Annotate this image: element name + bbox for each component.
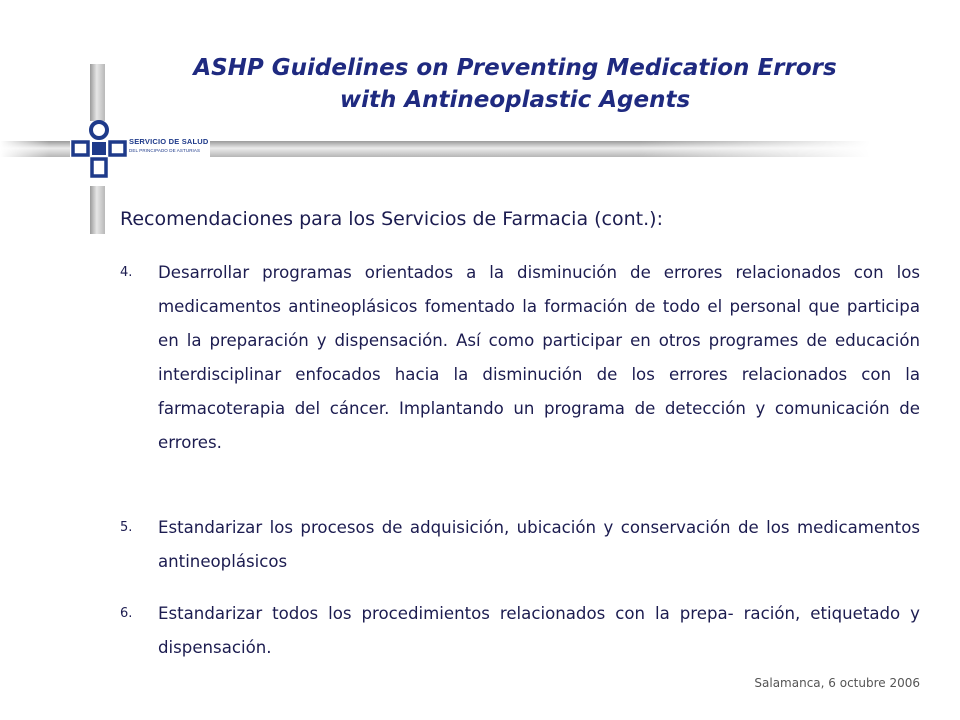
slide-title: [105, 52, 925, 116]
decorative-vertical-bar-bottom: [90, 186, 105, 234]
logo-text: [129, 137, 209, 153]
decorative-horizontal-bar-left: [0, 141, 70, 157]
slide-title-line-1: ASHP Guidelines on Preventing Medication Errors: [193, 55, 837, 81]
health-cross-logo-icon: [70, 118, 128, 180]
list-item-text: Desarrollar programas orientados a la disminución de errores relacionados con los medicamentos antineoplásicos fomentado la formación de todo el personal que participa en la preparación y dispensación. Así como participar en otros programes de educación interdisciplinar enfocados hacia la disminución de los errores relacionados con la farmacoterapia del cáncer. Implantando un programa de detección y comunicación de errores.: [158, 263, 920, 452]
decorative-horizontal-bar-right: [210, 141, 870, 157]
list-item-text: Estandarizar los procesos de adquisición, ubicación y conservación de los medicamentos antineoplásicos: [158, 518, 920, 571]
list-item-text: Estandarizar todos los procedimientos relacionados con la prepa- ración, etiquetado y dispensación.: [158, 604, 920, 657]
section-heading: Recomendaciones para los Servicios de Farmacia (cont.):: [120, 208, 663, 230]
list-item-4: [120, 256, 920, 460]
decorative-vertical-bar-top: [90, 64, 105, 121]
logo-name: SERVICIO DE SALUD: [129, 137, 209, 146]
list-item-number: 5.: [120, 520, 133, 535]
list-item-6: [120, 597, 920, 665]
list-item-number: 4.: [120, 265, 133, 280]
list-item-number: 6.: [120, 606, 133, 621]
footer-date: Salamanca, 6 octubre 2006: [754, 676, 920, 690]
list-item-5: [120, 511, 920, 579]
servicio-de-salud-logo: [70, 118, 210, 180]
slide-title-line-2: with Antineoplastic Agents: [339, 87, 691, 113]
logo-subname: DEL PRINCIPADO DE ASTURIAS: [129, 148, 201, 153]
